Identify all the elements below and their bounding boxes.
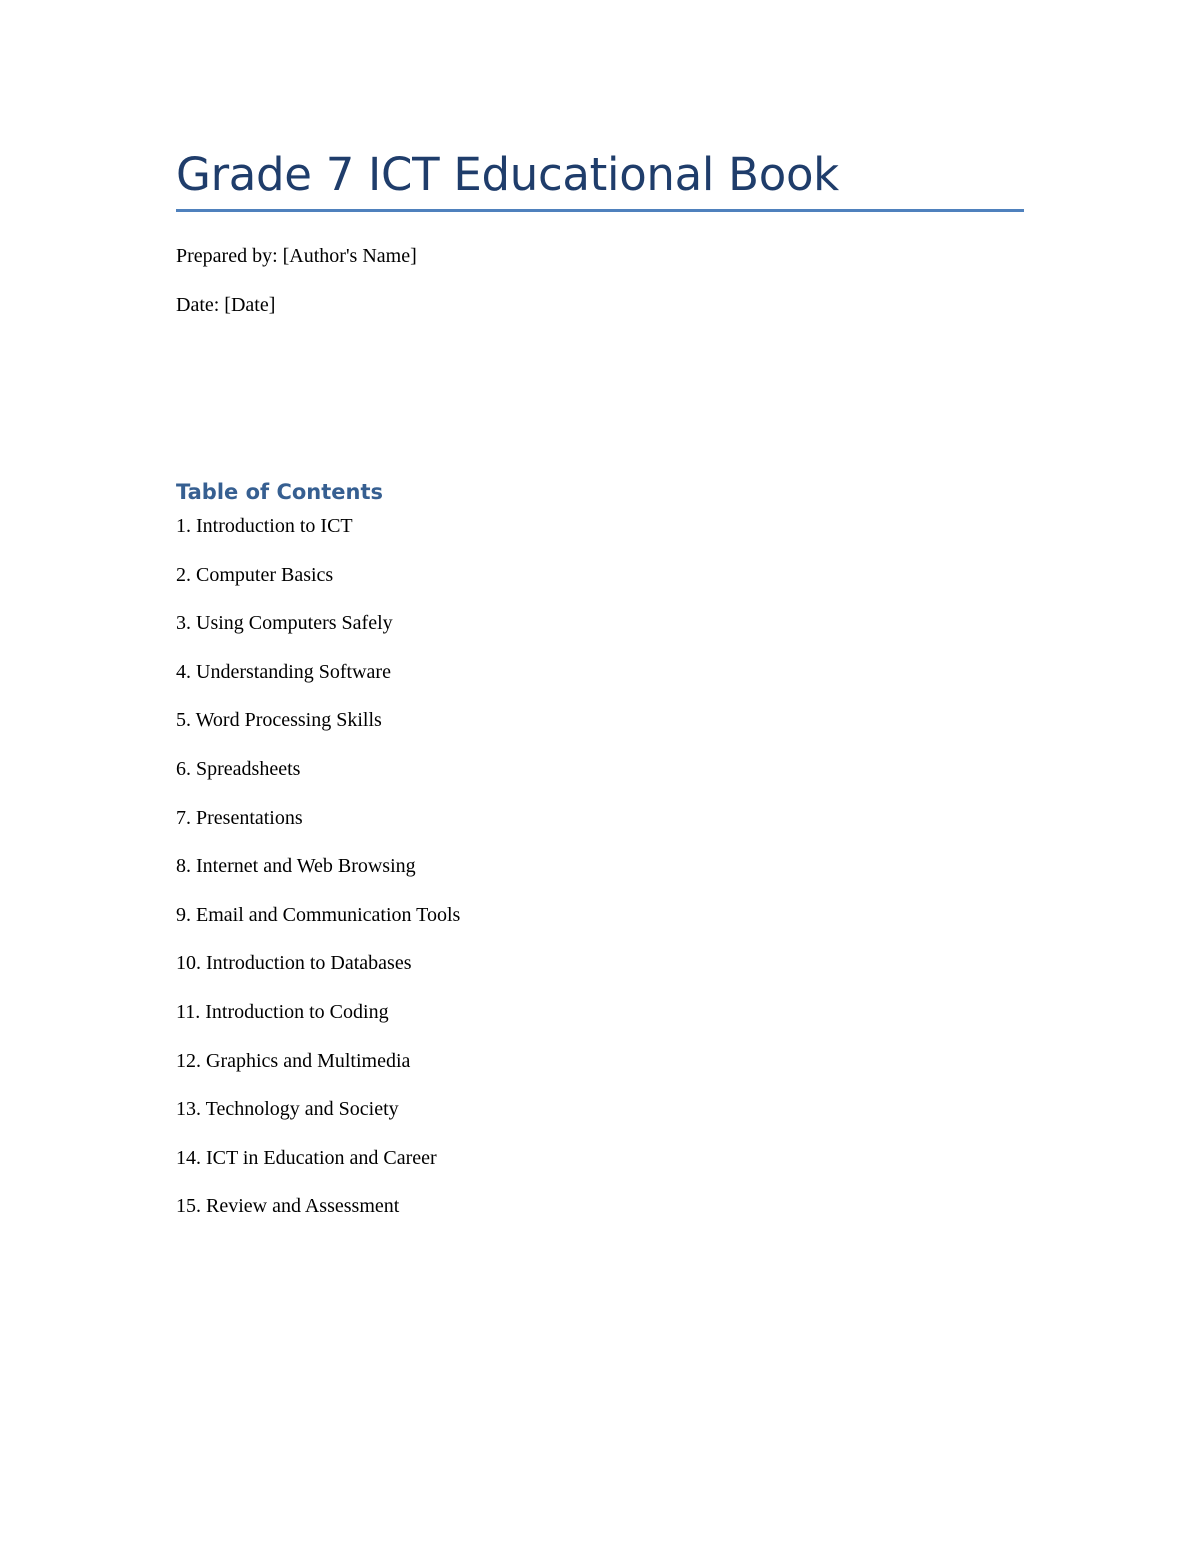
toc-item: 5. Word Processing Skills (176, 709, 382, 732)
toc-list (176, 512, 460, 1241)
toc-item: 15. Review and Assessment (176, 1195, 400, 1218)
toc-item: 4. Understanding Software (176, 660, 391, 683)
toc-item: 14. ICT in Education and Career (176, 1146, 437, 1169)
toc-item: 12. Graphics and Multimedia (176, 1049, 411, 1072)
prepared-by-line: Prepared by: [Author's Name] (176, 245, 417, 267)
document-title: Grade 7 ICT Educational Book (176, 148, 839, 201)
toc-item: 3. Using Computers Safely (176, 612, 393, 635)
toc-item: 10. Introduction to Databases (176, 952, 412, 975)
date-line: Date: [Date] (176, 294, 276, 316)
toc-heading: Table of Contents (176, 480, 384, 504)
toc-item: 8. Internet and Web Browsing (176, 855, 416, 878)
toc-item: 13. Technology and Society (176, 1098, 399, 1121)
toc-item: 1. Introduction to ICT (176, 515, 353, 537)
toc-item: 7. Presentations (176, 806, 303, 829)
toc-item: 6. Spreadsheets (176, 757, 301, 780)
toc-item: 2. Computer Basics (176, 563, 334, 586)
toc-item: 9. Email and Communication Tools (176, 903, 461, 926)
title-underline-rule (176, 209, 1024, 212)
toc-item: 11. Introduction to Coding (176, 1000, 389, 1023)
